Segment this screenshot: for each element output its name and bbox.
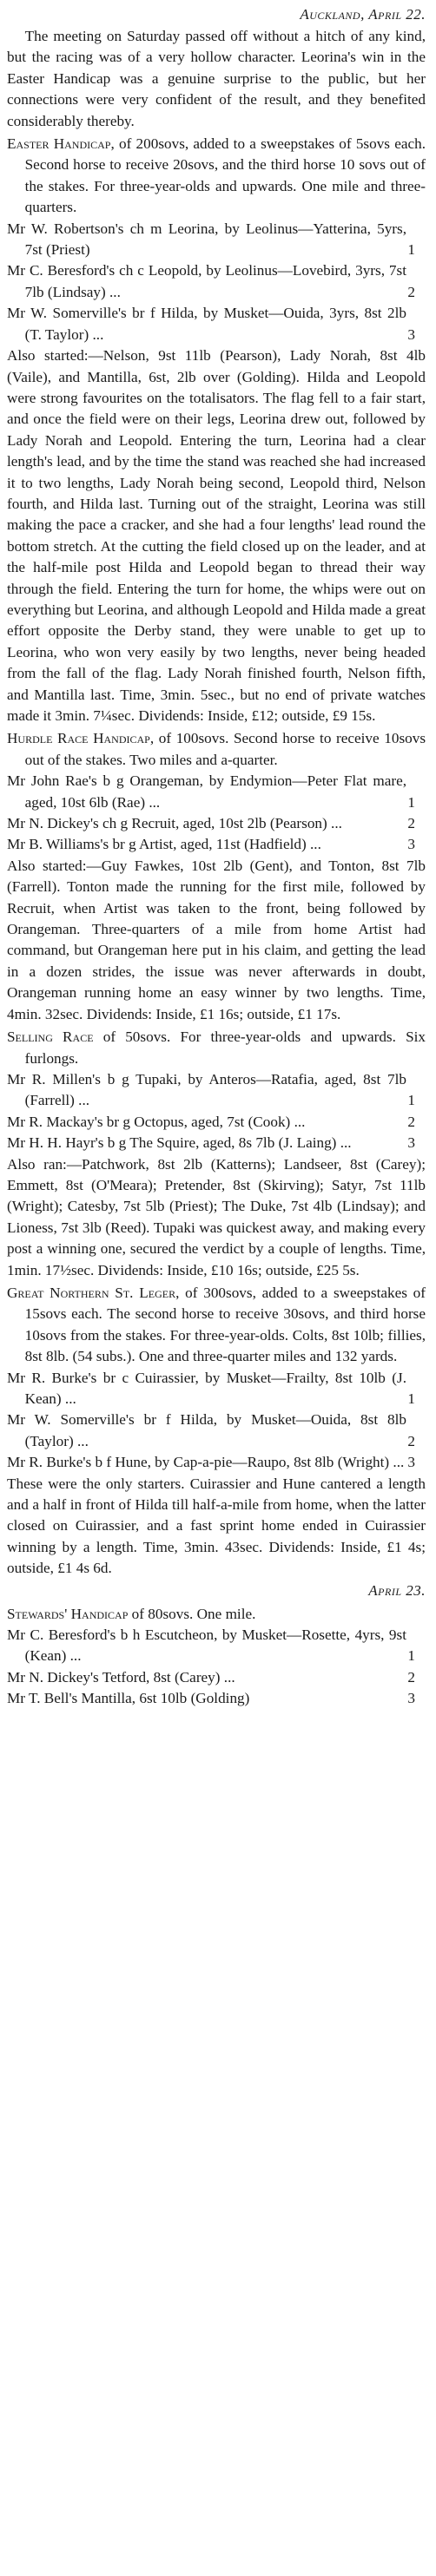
result-text: Mr R. Millen's b g Tupaki, by Anteros—Ratafia, aged, 8st 7lb (Farrell) ... <box>7 1070 406 1109</box>
race-name: Selling Race <box>7 1028 94 1046</box>
race-conditions: of 200sovs, added to a sweepstakes of 5sovs each. Second horse to receive 20sovs, and the third horse 10 sovs out of the stakes. For three-year-olds and upwards. One mile and three-quarters. <box>24 135 426 216</box>
result-text: Mr R. Mackay's br g Octopus, aged, 7st (Cook) ... <box>7 1113 306 1130</box>
result-text: Mr W. Somerville's br f Hilda, by Musket—Ouida, 3yrs, 8st 2lb (T. Taylor) ... <box>7 305 406 343</box>
result-entry: Mr W. Somerville's br f Hilda, by Musket—Ouida, 3yrs, 8st 2lb (T. Taylor) ... 3 <box>7 305 415 343</box>
race-report: These were the only starters. Cuirassier and Hune cantered a length and a half in front of Hilda till half-a-mile from home, when the latter closed on Cuirassier, and a fast sprint home ended in Cuirassier winning by a length. Time, 3min. 43sec. Dividends: Inside, £1 4s; outside, £1 4s 6d. <box>7 1475 426 1577</box>
intro-paragraph: The meeting on Saturday passed off without a hitch of any kind, but the racing was of a very hollow character. Leorina's win in the Easter Handicap was a genuine surprise to the public, but her connections were very confident of the result, and they benefited considerably thereby. <box>7 28 426 129</box>
result-entry: Mr B. Williams's br g Artist, aged, 11st (Hadfield) ... 3 <box>7 836 415 853</box>
result-text: Mr H. H. Hayr's b g The Squire, aged, 8s 7lb (J. Laing) ... <box>7 1134 352 1152</box>
race-name: Great Northern St. Leger, <box>7 1284 180 1301</box>
result-entry: Mr C. Beresford's ch c Leopold, by Leolinus—Lovebird, 3yrs, 7st 7lb (Lindsay) ... 2 <box>7 262 415 300</box>
race-report: Also started:—Guy Fawkes, 10st 2lb (Gent), and Tonton, 8st 7lb (Farrell). Tonton made the running for the first mile, followed by Recruit, when Artist was taken to the front, being followed by Orangeman. Three-quarters of a mile from home Artist had command, but Orangeman here put in his claim, and getting the lead in a dozen strides, the issue was never afterwards in doubt, Orangeman running home an easy winner by two lengths. Time, 4min. 32sec. Dividends: Inside, £1 16s; outside, £1 17s. <box>7 857 426 1022</box>
race-heading <box>7 1027 426 1069</box>
result-entry: Mr W. Robertson's ch m Leorina, by Leolinus—Yatterina, 5yrs, 7st (Priest) 1 <box>7 220 415 259</box>
result-entry: Mr R. Mackay's br g Octopus, aged, 7st (Cook) ... 2 <box>7 1113 415 1130</box>
result-entry: Mr C. Beresford's b h Escutcheon, by Musket—Rosette, 4yrs, 9st (Kean) ... 1 <box>7 1626 415 1665</box>
race-conditions: of 50sovs. For three-year-olds and upwards. Six furlongs. <box>24 1028 426 1067</box>
result-text: Mr C. Beresford's ch c Leopold, by Leolinus—Lovebird, 3yrs, 7st 7lb (Lindsay) ... <box>7 262 406 300</box>
race-report: Also ran:—Patchwork, 8st 2lb (Katterns); Landseer, 8st (Carey); Emmett, 8st (O'Meara); Pretender, 8st (Skirving); Satyr, 7st 11lb (Wright); Catesby, 7st 5lb (Priest); The Duke, 7st 4lb (Lindsay); and Lioness, 7st 3lb (Reed). Tupaki was quickest away, and making every post a winning one, secured the verdict by a couple of lengths. Time, 1min. 17½sec. Dividends: Inside, £10 16s; outside, £25 5s. <box>7 1155 426 1278</box>
result-entry: Mr N. Dickey's ch g Recruit, aged, 10st 2lb (Pearson) ... 2 <box>7 815 415 832</box>
dateline-april-23: April 23. <box>368 1581 426 1599</box>
race-conditions: of 300sovs, added to a sweepstakes of 15sovs each. The second horse to receive 30sovs, and third horse 10sovs from the stakes. For three-year-olds. Colts, 8st 10lb; fillies, 8st 8lb. (54 subs.). One and three-quarter miles and 132 yards. <box>24 1284 426 1365</box>
race-heading <box>7 1283 426 1368</box>
race-selling-race <box>7 1027 426 1281</box>
race-easter-handicap <box>7 134 426 726</box>
result-text: Mr John Rae's b g Orangeman, by Endymion—Peter Flat mare, aged, 10st 6lb (Rae) ... <box>7 772 406 811</box>
race-report: Also started:—Nelson, 9st 11lb (Pearson), Lady Norah, 8st 4lb (Vaile), and Mantilla, 6st, 2lb over (Golding). Hilda and Leopold were strong favourites on the totalisators. The flag fell to a fair start, and once the field were on their legs, Leorina drew out, followed by Lady Norah and Leopold. Entering the turn, Leorina had a clear length's lead, and by the time the stand was reached she had increased it to two lengths, Lady Norah being second, Leopold third, Nelson fourth, and Hilda last. Turning out of the straight, Leorina was still making the pace a cracker, and she had a four lengths' lead round the bottom stretch. At the cutting the field closed up on the leader, and at the half-mile post Hilda and Leopold began to thread their way through the field. Entering the turn for home, the whips were out on everything but Leorina, and although Leopold and Hilda made a great effort opposite the Derby stand, they were unable to get up to Leorina, who won very easily by two lengths, never being headed from the fall of the flag. Lady Norah finished fourth, Nelson fifth, and Mantilla last. Time, 3min. 5sec., but no end of private watches made it 3min. 7¼sec. Dividends: Inside, £12; outside, £9 15s. <box>7 347 426 724</box>
result-text: Mr T. Bell's Mantilla, 6st 10lb (Golding) <box>7 1690 250 1707</box>
result-text: Mr W. Somerville's br f Hilda, by Musket—Ouida, 8st 8lb (Taylor) ... <box>7 1411 406 1449</box>
race-conditions: of 100sovs. Second horse to receive 10sovs out of the stakes. Two miles and a-quarter. <box>24 730 426 768</box>
result-text: Mr B. Williams's br g Artist, aged, 11st (Hadfield) ... <box>7 836 321 853</box>
result-entry: Mr W. Somerville's br f Hilda, by Musket—Ouida, 8st 8lb (Taylor) ... 2 <box>7 1411 415 1449</box>
race-name: Easter Handicap, <box>7 135 115 153</box>
race-conditions: of 80sovs. One mile. <box>131 1605 256 1622</box>
result-entry: Mr John Rae's b g Orangeman, by Endymion—Peter Flat mare, aged, 10st 6lb (Rae) ... 1 <box>7 772 415 811</box>
result-entry: Mr N. Dickey's Tetford, 8st (Carey) ... 2 <box>7 1668 415 1686</box>
result-text: Mr N. Dickey's ch g Recruit, aged, 10st 2lb (Pearson) ... <box>7 815 342 832</box>
result-entry: Mr R. Millen's b g Tupaki, by Anteros—Ratafia, aged, 8st 7lb (Farrell) ... 1 <box>7 1070 415 1109</box>
race-stewards-handicap <box>7 1604 426 1710</box>
race-great-northern-st-leger <box>7 1283 426 1580</box>
result-text: Mr W. Robertson's ch m Leorina, by Leolinus—Yatterina, 5yrs, 7st (Priest) <box>7 220 406 259</box>
result-text: Mr C. Beresford's b h Escutcheon, by Musket—Rosette, 4yrs, 9st (Kean) ... <box>7 1626 406 1665</box>
dateline-auckland: Auckland, April 22. <box>300 6 426 23</box>
result-text: Mr R. Burke's br c Cuirassier, by Musket—Frailty, 8st 10lb (J. Kean) ... <box>7 1369 406 1407</box>
result-text: Mr N. Dickey's Tetford, 8st (Carey) ... <box>7 1668 235 1686</box>
result-entry: Mr H. H. Hayr's b g The Squire, aged, 8s 7lb (J. Laing) ... 3 <box>7 1134 415 1152</box>
race-heading <box>7 1604 426 1625</box>
result-entry: Mr R. Burke's b f Hune, by Cap-a-pie—Raupo, 8st 8lb (Wright) ... 3 <box>7 1454 415 1471</box>
race-hurdle-handicap <box>7 728 426 1025</box>
race-heading <box>7 134 426 219</box>
race-name: Stewards' Handicap <box>7 1605 129 1622</box>
race-heading <box>7 728 426 771</box>
result-text: Mr R. Burke's b f Hune, by Cap-a-pie—Raupo, 8st 8lb (Wright) ... <box>7 1454 405 1471</box>
race-name: Hurdle Race Handicap, <box>7 730 155 747</box>
result-entry: Mr R. Burke's br c Cuirassier, by Musket—Frailty, 8st 10lb (J. Kean) ... 1 <box>7 1369 415 1407</box>
result-entry: Mr T. Bell's Mantilla, 6st 10lb (Golding) 3 <box>7 1690 415 1707</box>
